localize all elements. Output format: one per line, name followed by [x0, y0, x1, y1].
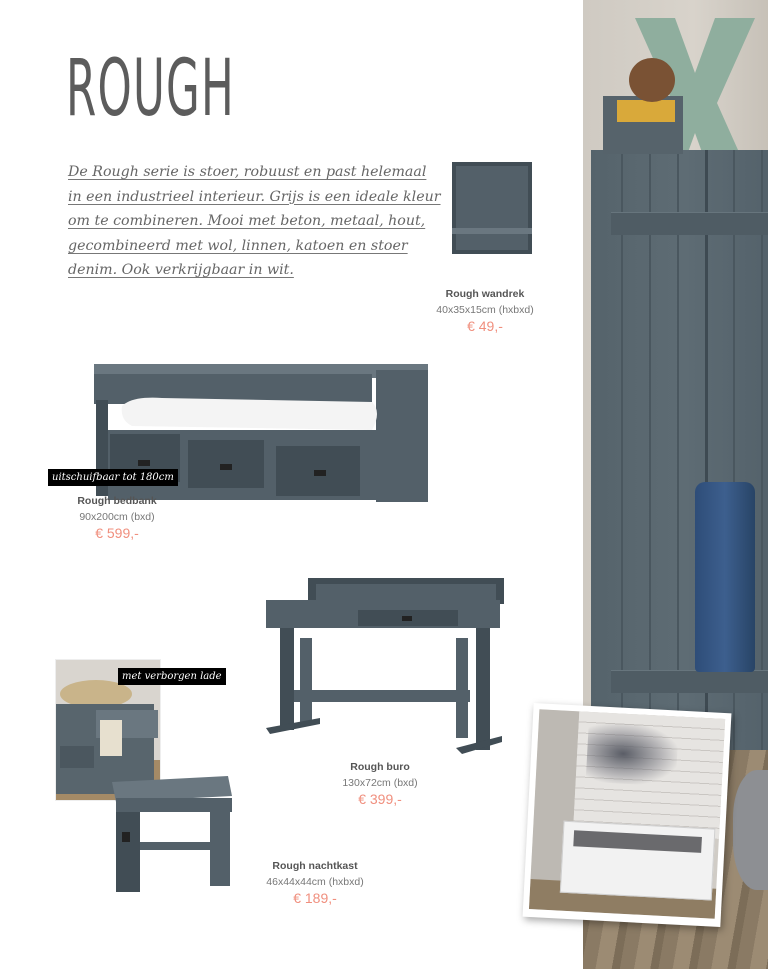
fur-rug [733, 770, 768, 890]
intro-line: om te combineren. Mooi met beton, metaal, hout, [68, 213, 426, 230]
bedbank-tag: uitschuifbaar tot 180cm [48, 469, 178, 486]
intro-line: De Rough serie is stoer, robuust en past helemaal [68, 164, 427, 180]
product-price: € 189,- [293, 890, 337, 906]
product-dims: 90x200cm (bxd) [79, 511, 155, 523]
product-price: € 599,- [95, 525, 139, 541]
room-scene [529, 709, 725, 918]
product-price: € 49,- [467, 318, 503, 334]
wall-mural [586, 722, 679, 787]
room-inset-photo [523, 703, 732, 927]
daybed-blanket [573, 830, 702, 853]
product-dims: 130x72cm (bxd) [342, 777, 418, 789]
product-price: € 399,- [358, 791, 402, 807]
buro-image [266, 578, 504, 754]
game-box [617, 100, 675, 122]
product-dims: 40x35x15cm (hxbxd) [436, 304, 534, 316]
toy-monkey [629, 58, 675, 102]
product-name: Rough wandrek [445, 288, 525, 300]
nachtkast-caption [250, 860, 380, 906]
wandrek-image [452, 162, 532, 254]
intro-text [68, 160, 441, 283]
buro-caption [315, 761, 445, 807]
product-dims: 46x44x44cm (hxbxd) [266, 876, 364, 888]
product-name: Rough buro [350, 761, 410, 773]
product-name: Rough nachtkast [272, 860, 358, 872]
denim-jacket [695, 482, 755, 672]
wandrek-caption [420, 288, 550, 334]
white-daybed [560, 821, 716, 901]
product-name: Rough bedbank [77, 495, 157, 507]
page-title: ROUGH [66, 44, 235, 134]
intro-line: in een industrieel interieur. Grijs is een ideale kleur [68, 188, 441, 205]
nachtkast-image [112, 776, 234, 894]
nachtkast-tag: met verborgen lade [118, 668, 226, 685]
bedbank-caption [52, 495, 182, 541]
intro-line: denim. Ook verkrijgbaar in wit. [68, 262, 294, 279]
intro-line: gecombineerd met wol, linnen, katoen en stoer [68, 237, 408, 254]
